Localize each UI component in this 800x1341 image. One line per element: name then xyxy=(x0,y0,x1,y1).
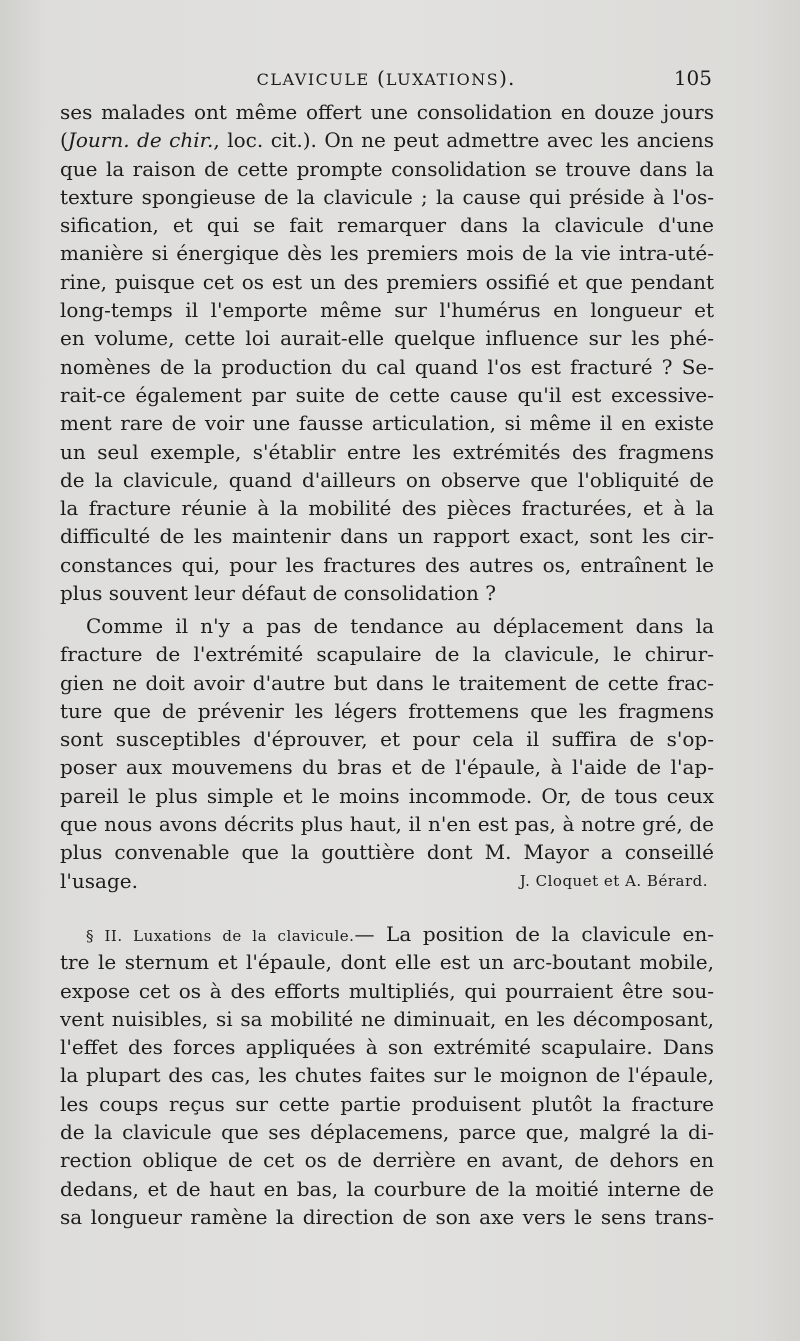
text-line: nomènes de la production du cal quand l'os est fracturé ? Se- xyxy=(60,354,714,379)
text-line: la fracture réunie à la mobilité des pièces fracturées, et à la xyxy=(60,496,714,521)
text-line: plus convenable que la gouttière dont M. Mayor a conseillé xyxy=(60,840,714,865)
text-line: rection oblique de cet os de derrière en avant, de dehors en xyxy=(60,1148,714,1173)
section-first-line xyxy=(60,920,714,948)
running-header xyxy=(60,66,712,96)
running-title-sub: LUXATIONS xyxy=(385,70,500,89)
text-line: un seul exemple, s'établir entre les extrémités des fragmens xyxy=(60,439,714,464)
text-line: difficulté de les maintenir dans un rapport exact, sont les cir- xyxy=(60,524,714,549)
text-line: que la raison de cette prompte consolidation se trouve dans la xyxy=(60,156,714,181)
text-line: vent nuisibles, si sa mobilité ne diminuait, en les décomposant, xyxy=(60,1006,714,1031)
text-line: que nous avons décrits plus haut, il n'en est pas, à notre gré, de xyxy=(60,812,714,837)
text-line: manière si énergique dès les premiers mois de la vie intra-uté- xyxy=(60,241,714,266)
text-line: l'effet des forces appliquées à son extrémité scapulaire. Dans xyxy=(60,1035,714,1060)
text-line: sa longueur ramène la direction de son axe vers le sens trans- xyxy=(60,1204,714,1229)
text-line: sont susceptibles d'éprouver, et pour cela il suffira de s'op- xyxy=(60,727,714,752)
author-signature: J. Cloquet et A. Bérard. xyxy=(519,871,708,890)
text-line: de la clavicule, quand d'ailleurs on observe que l'obliquité de xyxy=(60,467,714,492)
text-line: rine, puisque cet os est un des premiers ossifié et que pendant xyxy=(60,269,714,294)
text-line: long-temps il l'emporte même sur l'humérus en longueur et xyxy=(60,298,714,323)
signature-line xyxy=(60,867,714,895)
text-line: ture que de prévenir les légers frottemens que les fragmens xyxy=(60,698,714,723)
text-line: Comme il n'y a pas de tendance au déplacement dans la xyxy=(86,614,714,638)
text-line: en volume, cette loi aurait-elle quelque influence sur les phé- xyxy=(60,326,714,351)
text-line: les coups reçus sur cette partie produisent plutôt la fracture xyxy=(60,1091,714,1116)
text-line: tre le sternum et l'épaule, dont elle est un arc-boutant mobile, xyxy=(60,950,714,975)
paragraph-3 xyxy=(60,920,714,1231)
page-number: 105 xyxy=(673,66,712,90)
running-title-main: CLAVICULE xyxy=(256,70,370,89)
text-line: sification, et qui se fait remarquer dans la clavicule d'une xyxy=(60,213,714,238)
text-line: pareil le plus simple et le moins incommode. Or, de tous ceux xyxy=(60,783,714,808)
text-line: expose cet os à des efforts multipliés, qui pourraient être sou- xyxy=(60,978,714,1003)
text-line: dedans, et de haut en bas, la courbure de la moitié interne de xyxy=(60,1176,714,1201)
text-line: la plupart des cas, les chutes faites sur le moignon de l'épaule, xyxy=(60,1063,714,1088)
text-line: (Journ. de chir., loc. cit.). On ne peut admettre avec les anciens xyxy=(60,128,714,153)
text-line: l'usage. xyxy=(60,868,138,893)
text-line: de la clavicule que ses déplacemens, parce que, malgré la di- xyxy=(60,1120,714,1145)
text-line: gien ne doit avoir d'autre but dans le traitement de cette frac- xyxy=(60,670,714,695)
text-line: constances qui, pour les fractures des autres os, entraînent le xyxy=(60,552,714,577)
text-line: plus souvent leur défaut de consolidation ? xyxy=(60,581,496,606)
text-line: — La position de la clavicule en- xyxy=(354,922,714,946)
text-line: texture spongieuse de la clavicule ; la cause qui préside à l'os- xyxy=(60,184,714,209)
paragraph-2 xyxy=(60,612,714,895)
text-line: ment rare de voir une fausse articulation, si même il en existe xyxy=(60,411,714,436)
paragraph-1 xyxy=(60,98,714,607)
text-line: ses malades ont même offert une consolidation en douze jours xyxy=(60,100,714,124)
section-heading: § II. Luxations de la clavicule. xyxy=(86,927,355,945)
text-line: fracture de l'extrémité scapulaire de la clavicule, le chirur- xyxy=(60,642,714,667)
text-line: poser aux mouvemens du bras et de l'épaule, à l'aide de l'ap- xyxy=(60,755,714,780)
running-title: CLAVICULE (LUXATIONS). xyxy=(256,66,516,90)
text-line: rait-ce également par suite de cette cause qu'il est excessive- xyxy=(60,382,714,407)
